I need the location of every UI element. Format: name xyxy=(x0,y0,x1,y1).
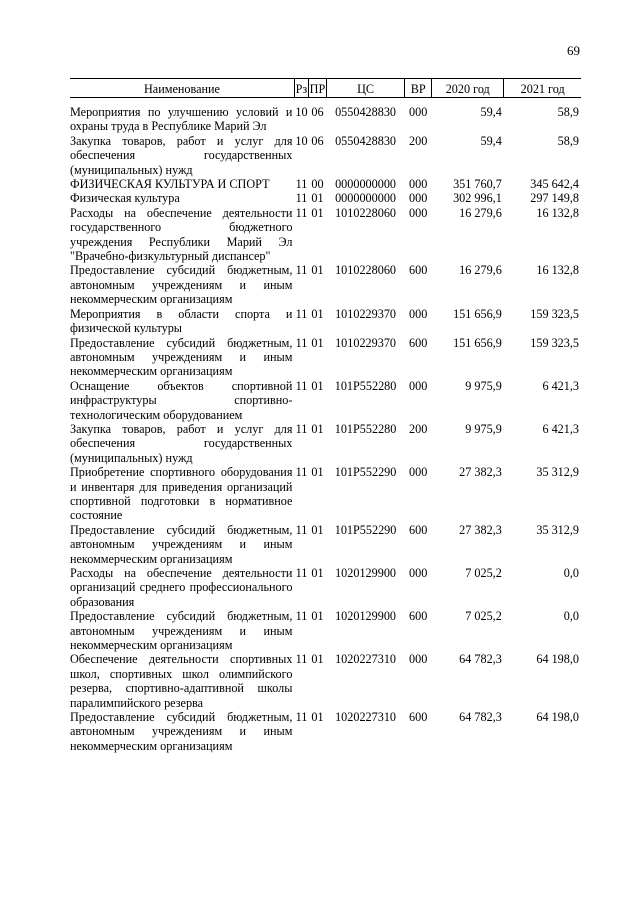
row-cs: 1020129900 xyxy=(335,609,397,624)
row-amount-2020: 151 656,9 xyxy=(453,306,502,321)
row-rz: 11 xyxy=(295,177,308,192)
row-pr: 01 xyxy=(311,421,324,436)
row-amount-2021: 16 132,8 xyxy=(536,205,579,220)
row-vr: 200 xyxy=(409,421,428,436)
row-name: Физическая культура xyxy=(70,191,180,206)
row-amount-2021: 64 198,0 xyxy=(536,652,579,667)
row-rz: 11 xyxy=(295,566,308,580)
row-cs: 0550428830 xyxy=(335,105,397,119)
row-amount-2020: 64 782,3 xyxy=(459,710,502,725)
row-pr: 01 xyxy=(311,191,324,206)
table-row xyxy=(70,105,581,134)
row-pr: 00 xyxy=(311,177,324,192)
row-name: Приобретение спортивного оборудования и инвентаря для приведения организаций спортивной подготовки в нормативное состояние xyxy=(70,465,293,523)
row-rz: 10 xyxy=(295,133,308,148)
table-row xyxy=(70,609,581,652)
row-rz: 11 xyxy=(295,335,308,350)
row-amount-2020: 64 782,3 xyxy=(459,652,502,667)
row-amount-2020: 59,4 xyxy=(480,133,502,148)
row-amount-2021: 58,9 xyxy=(557,133,579,148)
row-amount-2021: 345 642,4 xyxy=(530,177,579,192)
row-pr: 01 xyxy=(311,306,324,321)
row-name: Оснащение объектов спортивной инфраструктуры спортивно-технологическим оборудованием xyxy=(70,378,293,422)
row-amount-2021: 297 149,8 xyxy=(530,191,579,206)
table-body xyxy=(70,98,581,754)
row-cs: 1010228060 xyxy=(335,205,397,220)
header-vr: ВР xyxy=(405,79,432,98)
row-vr: 000 xyxy=(409,306,428,321)
row-cs: 1010229370 xyxy=(335,306,397,321)
row-pr: 01 xyxy=(311,465,324,480)
table-row xyxy=(70,710,581,753)
row-amount-2020: 9 975,9 xyxy=(465,378,502,393)
row-cs: 0550428830 xyxy=(335,133,397,148)
table-row xyxy=(70,206,581,264)
table-row xyxy=(70,379,581,422)
header-rz: Рз xyxy=(294,79,308,98)
row-vr: 600 xyxy=(409,522,428,537)
row-vr: 600 xyxy=(409,609,428,624)
row-amount-2020: 151 656,9 xyxy=(453,335,502,350)
table-row xyxy=(70,422,581,465)
row-vr: 600 xyxy=(409,710,428,725)
row-cs: 1020129900 xyxy=(335,566,397,580)
row-cs: 101P552280 xyxy=(334,378,397,393)
row-pr: 06 xyxy=(311,133,324,148)
row-name: Предоставление субсидий бюджетным, автономным учреждениям и иным некоммерческим организациям xyxy=(70,710,293,753)
row-pr: 01 xyxy=(311,566,324,580)
row-name: Закупка товаров, работ и услуг для обеспечения государственных (муниципальных) нужд xyxy=(70,421,293,465)
header-cs: ЦС xyxy=(326,79,404,98)
row-amount-2021: 6 421,3 xyxy=(542,421,579,436)
row-amount-2020: 351 760,7 xyxy=(453,177,502,192)
row-name: Предоставление субсидий бюджетным, автономным учреждениям и иным некоммерческим организациям xyxy=(70,522,293,566)
row-amount-2020: 7 025,2 xyxy=(465,609,502,624)
row-rz: 11 xyxy=(295,263,308,278)
row-amount-2020: 16 279,6 xyxy=(459,263,502,278)
row-cs: 101P552290 xyxy=(334,522,397,537)
row-amount-2021: 64 198,0 xyxy=(536,710,579,725)
row-pr: 01 xyxy=(311,378,324,393)
header-pr: ПР xyxy=(308,79,326,98)
row-pr: 01 xyxy=(311,205,324,220)
row-vr: 000 xyxy=(409,652,428,667)
row-name: Мероприятия по улучшению условий и охраны труда в Республике Марий Эл xyxy=(70,105,293,134)
row-vr: 000 xyxy=(409,105,428,119)
row-name: Предоставление субсидий бюджетным, автономным учреждениям и иным некоммерческим организациям xyxy=(70,335,293,379)
table-row xyxy=(70,177,581,191)
row-pr: 01 xyxy=(311,335,324,350)
row-cs: 1020227310 xyxy=(335,710,397,725)
row-rz: 11 xyxy=(295,421,308,436)
row-vr: 000 xyxy=(409,378,428,393)
row-amount-2020: 59,4 xyxy=(480,105,502,119)
row-amount-2021: 0,0 xyxy=(563,609,579,624)
table-row xyxy=(70,263,581,306)
table-row xyxy=(70,134,581,177)
row-amount-2021: 58,9 xyxy=(557,105,579,119)
row-amount-2020: 27 382,3 xyxy=(459,465,502,480)
row-name: ФИЗИЧЕСКАЯ КУЛЬТУРА И СПОРТ xyxy=(70,177,270,192)
row-cs: 1010228060 xyxy=(335,263,397,278)
row-rz: 11 xyxy=(295,652,308,667)
row-vr: 000 xyxy=(409,177,428,192)
row-rz: 11 xyxy=(295,710,308,725)
row-name: Расходы на обеспечение деятельности организаций среднего профессионального образования xyxy=(70,566,293,609)
row-name: Предоставление субсидий бюджетным, автономным учреждениям и иным некоммерческим организациям xyxy=(70,609,293,653)
row-amount-2021: 35 312,9 xyxy=(536,465,579,480)
row-vr: 000 xyxy=(409,191,428,206)
spacer-row xyxy=(70,98,581,106)
row-amount-2021: 0,0 xyxy=(563,566,579,580)
row-cs: 1020227310 xyxy=(335,652,397,667)
row-amount-2020: 302 996,1 xyxy=(453,191,502,206)
row-cs: 101P552280 xyxy=(334,421,397,436)
row-rz: 11 xyxy=(295,609,308,624)
table-row xyxy=(70,465,581,523)
row-amount-2020: 27 382,3 xyxy=(459,522,502,537)
table-row xyxy=(70,652,581,710)
budget-table xyxy=(70,78,581,753)
row-amount-2021: 6 421,3 xyxy=(542,378,579,393)
row-rz: 11 xyxy=(295,205,308,220)
row-cs: 0000000000 xyxy=(335,177,397,192)
row-name: Обеспечение деятельности спортивных школ, спортивных школ олимпийского резерва, спортивно-адаптивной школы паралимпийского резерва xyxy=(70,652,293,710)
table-header xyxy=(70,79,581,98)
row-vr: 600 xyxy=(409,263,428,278)
row-rz: 11 xyxy=(295,306,308,321)
row-name: Мероприятия в области спорта и физической культуры xyxy=(70,306,293,336)
row-vr: 000 xyxy=(409,205,428,220)
row-name: Предоставление субсидий бюджетным, автономным учреждениям и иным некоммерческим организациям xyxy=(70,263,293,307)
row-cs: 101P552290 xyxy=(334,465,397,480)
row-amount-2021: 159 323,5 xyxy=(530,335,579,350)
row-pr: 01 xyxy=(311,263,324,278)
row-name: Закупка товаров, работ и услуг для обеспечения государственных (муниципальных) нужд xyxy=(70,133,293,177)
row-cs: 0000000000 xyxy=(335,191,397,206)
row-pr: 01 xyxy=(311,652,324,667)
row-amount-2021: 16 132,8 xyxy=(536,263,579,278)
row-vr: 000 xyxy=(409,566,428,580)
header-name: Наименование xyxy=(70,79,294,98)
header-2021: 2021 год xyxy=(504,79,581,98)
row-rz: 11 xyxy=(295,191,308,206)
row-pr: 01 xyxy=(311,710,324,725)
row-vr: 000 xyxy=(409,465,428,480)
table-row xyxy=(70,191,581,205)
table-row xyxy=(70,307,581,336)
row-amount-2021: 35 312,9 xyxy=(536,522,579,537)
row-rz: 11 xyxy=(295,465,308,480)
row-amount-2020: 16 279,6 xyxy=(459,205,502,220)
page-number: 69 xyxy=(567,43,580,58)
row-rz: 11 xyxy=(295,522,308,537)
row-vr: 600 xyxy=(409,335,428,350)
header-2020: 2020 год xyxy=(432,79,504,98)
row-vr: 200 xyxy=(409,133,428,148)
row-amount-2021: 159 323,5 xyxy=(530,306,579,321)
table-row xyxy=(70,566,581,609)
row-pr: 06 xyxy=(311,105,324,119)
row-rz: 11 xyxy=(295,378,308,393)
table-row xyxy=(70,523,581,566)
row-cs: 1010229370 xyxy=(335,335,397,350)
row-pr: 01 xyxy=(311,609,324,624)
row-rz: 10 xyxy=(295,105,308,119)
table-row xyxy=(70,336,581,379)
row-amount-2020: 7 025,2 xyxy=(465,566,502,580)
row-pr: 01 xyxy=(311,522,324,537)
row-name: Расходы на обеспечение деятельности государственного бюджетного учреждения Республики Марий Эл "Врачебно-физкультурный диспансер" xyxy=(70,205,293,264)
row-amount-2020: 9 975,9 xyxy=(465,421,502,436)
